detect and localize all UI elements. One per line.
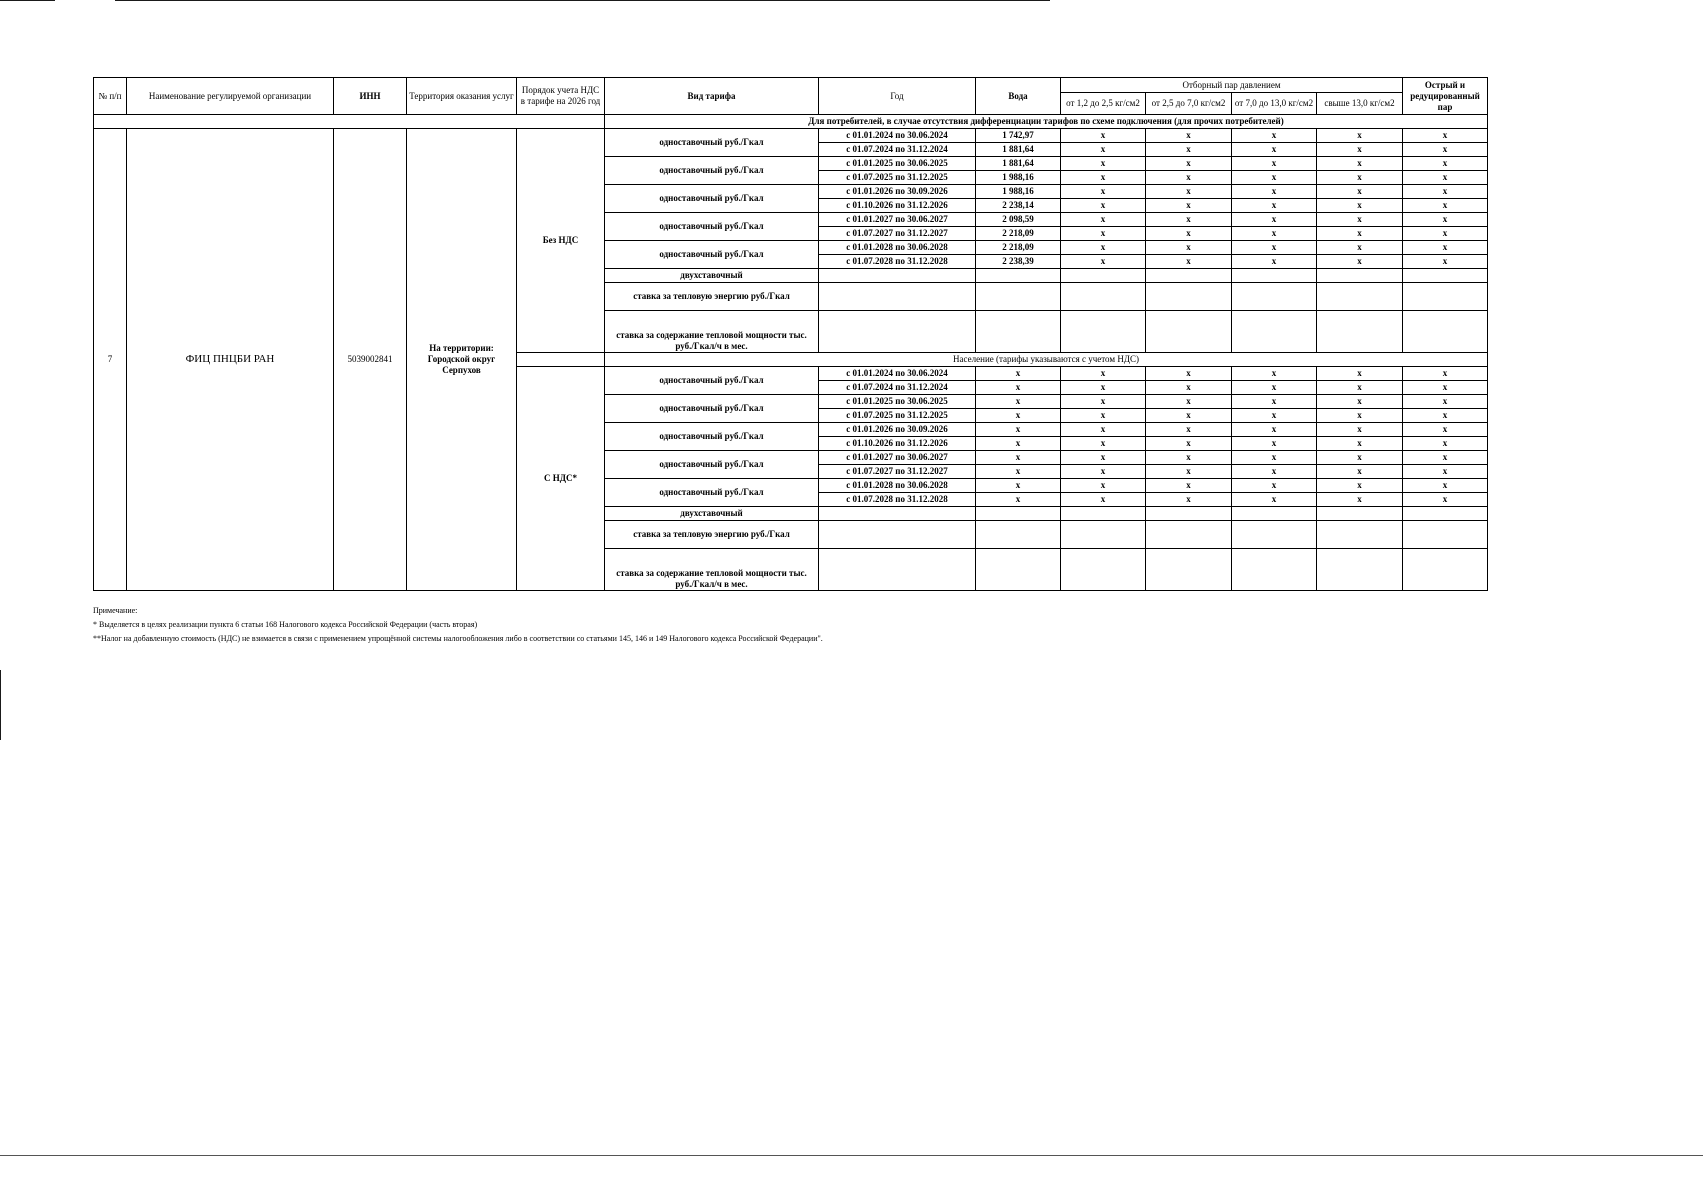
- steam-value: x: [1403, 437, 1488, 451]
- steam-value: x: [1232, 493, 1317, 507]
- water-value: 1 881,64: [976, 143, 1061, 157]
- header-water: Вода: [976, 78, 1061, 115]
- water-value: 2 238,14: [976, 199, 1061, 213]
- header-num: № п/п: [94, 78, 127, 115]
- steam-value: x: [1061, 409, 1146, 423]
- vat-label: Без НДС: [517, 129, 605, 353]
- steam-value: x: [1403, 241, 1488, 255]
- tariff-type: одноставочный руб./Гкал: [605, 479, 819, 507]
- steam-value: x: [1317, 409, 1403, 423]
- steam-value: x: [1146, 143, 1232, 157]
- heat-rate-label: ставка за тепловую энергию руб./Гкал: [605, 521, 819, 549]
- steam-value: x: [1061, 213, 1146, 227]
- steam-value: x: [1232, 465, 1317, 479]
- header-steam-2: от 2,5 до 7,0 кг/см2: [1146, 93, 1232, 115]
- steam-value: x: [1146, 465, 1232, 479]
- water-value: x: [976, 437, 1061, 451]
- steam-value: x: [1403, 493, 1488, 507]
- steam-value: x: [1232, 367, 1317, 381]
- steam-value: x: [1232, 255, 1317, 269]
- empty-cell: [976, 521, 1061, 549]
- steam-value: x: [1061, 493, 1146, 507]
- steam-value: x: [1061, 255, 1146, 269]
- org-name: ФИЦ ПНЦБИ РАН: [127, 129, 334, 591]
- empty-cell: [1061, 507, 1146, 521]
- steam-value: x: [1232, 227, 1317, 241]
- period: с 01.01.2025 по 30.06.2025: [819, 395, 976, 409]
- header-year: Год: [819, 78, 976, 115]
- steam-value: x: [1403, 395, 1488, 409]
- empty-cell: [1146, 507, 1232, 521]
- steam-value: x: [1317, 395, 1403, 409]
- two-part-label: двухставочный: [605, 269, 819, 283]
- steam-value: x: [1317, 423, 1403, 437]
- steam-value: x: [1317, 437, 1403, 451]
- steam-value: x: [1061, 185, 1146, 199]
- steam-value: x: [1146, 493, 1232, 507]
- header-vat: Порядок учета НДС в тарифе на 2026 год: [517, 78, 605, 115]
- tariff-type: одноставочный руб./Гкал: [605, 451, 819, 479]
- steam-value: x: [1146, 227, 1232, 241]
- steam-value: x: [1232, 129, 1317, 143]
- steam-value: x: [1232, 423, 1317, 437]
- steam-value: x: [1317, 129, 1403, 143]
- water-value: 1 988,16: [976, 185, 1061, 199]
- steam-value: x: [1403, 185, 1488, 199]
- steam-value: x: [1403, 129, 1488, 143]
- steam-value: x: [1317, 493, 1403, 507]
- steam-value: x: [1146, 157, 1232, 171]
- steam-value: x: [1146, 437, 1232, 451]
- empty-cell: [1232, 549, 1317, 591]
- water-value: x: [976, 381, 1061, 395]
- scan-artifact-bottom-rule: [0, 1155, 1703, 1156]
- steam-value: x: [1403, 451, 1488, 465]
- tariff-type: одноставочный руб./Гкал: [605, 395, 819, 423]
- steam-value: x: [1061, 199, 1146, 213]
- period: с 01.01.2026 по 30.09.2026: [819, 185, 976, 199]
- water-value: 2 218,09: [976, 241, 1061, 255]
- empty-cell: [1317, 283, 1403, 311]
- steam-value: x: [1146, 423, 1232, 437]
- steam-value: x: [1403, 465, 1488, 479]
- empty-cell: [1146, 521, 1232, 549]
- empty-cell: [1061, 283, 1146, 311]
- water-value: 1 988,16: [976, 171, 1061, 185]
- water-value: x: [976, 395, 1061, 409]
- steam-value: x: [1317, 199, 1403, 213]
- steam-value: x: [1061, 479, 1146, 493]
- steam-value: x: [1232, 185, 1317, 199]
- period: с 01.01.2028 по 30.06.2028: [819, 241, 976, 255]
- tariff-type: одноставочный руб./Гкал: [605, 185, 819, 213]
- note-line: **Налог на добавленную стоимость (НДС) не взимается в связи с применением упрощённой системы налогообложения либо в соответствии со статьями 145, 146 и 149 Налогового кодекса Российской Федерации".: [93, 634, 823, 643]
- period: с 01.07.2027 по 31.12.2027: [819, 465, 976, 479]
- steam-value: x: [1317, 255, 1403, 269]
- org-territory: На территории: Городской округ Серпухов: [407, 129, 517, 591]
- empty-cell: [1232, 521, 1317, 549]
- steam-value: x: [1061, 381, 1146, 395]
- empty-cell: [976, 311, 1061, 353]
- steam-value: x: [1061, 227, 1146, 241]
- period: с 01.07.2027 по 31.12.2027: [819, 227, 976, 241]
- steam-value: x: [1317, 143, 1403, 157]
- steam-value: x: [1317, 451, 1403, 465]
- header-territory: Территория оказания услуг: [407, 78, 517, 115]
- water-value: x: [976, 367, 1061, 381]
- steam-value: x: [1317, 213, 1403, 227]
- steam-value: x: [1403, 143, 1488, 157]
- empty-cell: [1061, 311, 1146, 353]
- water-value: x: [976, 465, 1061, 479]
- empty-cell: [819, 269, 976, 283]
- steam-value: x: [1146, 395, 1232, 409]
- empty-cell: [1061, 549, 1146, 591]
- steam-value: x: [1146, 409, 1232, 423]
- steam-value: x: [1061, 423, 1146, 437]
- steam-value: x: [1403, 213, 1488, 227]
- tariff-table: [93, 77, 1488, 591]
- steam-value: x: [1403, 199, 1488, 213]
- empty-cell: [1403, 521, 1488, 549]
- steam-value: x: [1146, 241, 1232, 255]
- section-row: [94, 115, 1488, 129]
- note-line: Примечание:: [93, 606, 138, 615]
- period: с 01.07.2028 по 31.12.2028: [819, 255, 976, 269]
- header-steam-1: от 1,2 до 2,5 кг/см2: [1061, 93, 1146, 115]
- steam-value: x: [1061, 241, 1146, 255]
- steam-value: x: [1232, 451, 1317, 465]
- tariff-type: одноставочный руб./Гкал: [605, 367, 819, 395]
- steam-value: x: [1232, 143, 1317, 157]
- empty-cell: [1317, 521, 1403, 549]
- empty-cell: [1232, 311, 1317, 353]
- period: с 01.01.2028 по 30.06.2028: [819, 479, 976, 493]
- tariff-type: одноставочный руб./Гкал: [605, 241, 819, 269]
- section-spacer: [94, 115, 605, 129]
- steam-value: x: [1232, 395, 1317, 409]
- table-row: [94, 129, 1488, 143]
- steam-value: x: [1146, 199, 1232, 213]
- water-value: x: [976, 451, 1061, 465]
- water-value: 2 098,59: [976, 213, 1061, 227]
- header-steam-group: Отборный пар давлением: [1061, 78, 1403, 93]
- empty-cell: [1317, 507, 1403, 521]
- steam-value: x: [1061, 143, 1146, 157]
- steam-value: x: [1232, 199, 1317, 213]
- header-sharp-steam: Острый и редуцированный пар: [1403, 78, 1488, 115]
- period: с 01.01.2025 по 30.06.2025: [819, 157, 976, 171]
- steam-value: x: [1403, 381, 1488, 395]
- empty-cell: [1403, 507, 1488, 521]
- steam-value: x: [1061, 451, 1146, 465]
- period: с 01.01.2027 по 30.06.2027: [819, 451, 976, 465]
- steam-value: x: [1232, 241, 1317, 255]
- water-value: 1 881,64: [976, 157, 1061, 171]
- empty-cell: [819, 283, 976, 311]
- header-steam-4: свыше 13,0 кг/см2: [1317, 93, 1403, 115]
- steam-value: x: [1146, 213, 1232, 227]
- empty-cell: [1317, 269, 1403, 283]
- table-body: [94, 115, 1488, 591]
- empty-cell: [1403, 311, 1488, 353]
- header-tariff-type: Вид тарифа: [605, 78, 819, 115]
- empty-cell: [1232, 269, 1317, 283]
- steam-value: x: [1146, 381, 1232, 395]
- period: с 01.01.2024 по 30.06.2024: [819, 367, 976, 381]
- header-inn: ИНН: [334, 78, 407, 115]
- water-value: x: [976, 409, 1061, 423]
- period: с 01.10.2026 по 31.12.2026: [819, 437, 976, 451]
- steam-value: x: [1146, 129, 1232, 143]
- period: с 01.01.2026 по 30.09.2026: [819, 423, 976, 437]
- steam-value: x: [1232, 171, 1317, 185]
- empty-cell: [1146, 311, 1232, 353]
- steam-value: x: [1232, 381, 1317, 395]
- steam-value: x: [1232, 157, 1317, 171]
- steam-value: x: [1232, 409, 1317, 423]
- water-value: x: [976, 493, 1061, 507]
- header-org: Наименование регулируемой организации: [127, 78, 334, 115]
- heat-rate-label: ставка за тепловую энергию руб./Гкал: [605, 283, 819, 311]
- scan-artifact-left-edge: [0, 670, 1, 740]
- water-value: 2 218,09: [976, 227, 1061, 241]
- steam-value: x: [1403, 157, 1488, 171]
- period: с 01.07.2024 по 31.12.2024: [819, 143, 976, 157]
- steam-value: x: [1146, 185, 1232, 199]
- empty-cell: [1232, 283, 1317, 311]
- steam-value: x: [1061, 367, 1146, 381]
- steam-value: x: [1232, 213, 1317, 227]
- two-part-label: двухставочный: [605, 507, 819, 521]
- scan-artifact-top-rule: [115, 0, 1050, 1]
- water-value: x: [976, 423, 1061, 437]
- steam-value: x: [1061, 157, 1146, 171]
- steam-value: x: [1146, 451, 1232, 465]
- period: с 01.10.2026 по 31.12.2026: [819, 199, 976, 213]
- steam-value: x: [1317, 171, 1403, 185]
- steam-value: x: [1403, 409, 1488, 423]
- steam-value: x: [1061, 129, 1146, 143]
- empty-cell: [1146, 283, 1232, 311]
- steam-value: x: [1061, 171, 1146, 185]
- steam-value: x: [1061, 395, 1146, 409]
- empty-cell: [819, 311, 976, 353]
- steam-value: x: [1403, 367, 1488, 381]
- steam-value: x: [1061, 437, 1146, 451]
- tariff-type: одноставочный руб./Гкал: [605, 157, 819, 185]
- empty-cell: [1403, 549, 1488, 591]
- steam-value: x: [1403, 255, 1488, 269]
- org-inn: 5039002841: [334, 129, 407, 591]
- vat-label: С НДС*: [517, 367, 605, 591]
- section-other-title: Для потребителей, в случае отсутствия дифференциации тарифов по схеме подключения (для прочих потребителей): [605, 115, 1488, 129]
- section-vat-spacer: [517, 353, 605, 367]
- steam-value: x: [1317, 367, 1403, 381]
- steam-value: x: [1061, 465, 1146, 479]
- capacity-rate-label: ставка за содержание тепловой мощности тыс. руб./Гкал/ч в мес.: [605, 311, 819, 353]
- steam-value: x: [1317, 381, 1403, 395]
- steam-value: x: [1317, 227, 1403, 241]
- empty-cell: [1403, 283, 1488, 311]
- steam-value: x: [1232, 479, 1317, 493]
- capacity-rate-label: ставка за содержание тепловой мощности тыс. руб./Гкал/ч в мес.: [605, 549, 819, 591]
- steam-value: x: [1146, 255, 1232, 269]
- period: с 01.01.2027 по 30.06.2027: [819, 213, 976, 227]
- steam-value: x: [1317, 479, 1403, 493]
- water-value: 1 742,97: [976, 129, 1061, 143]
- steam-value: x: [1317, 157, 1403, 171]
- empty-cell: [976, 549, 1061, 591]
- period: с 01.07.2024 по 31.12.2024: [819, 381, 976, 395]
- empty-cell: [819, 507, 976, 521]
- steam-value: x: [1146, 171, 1232, 185]
- period: с 01.01.2024 по 30.06.2024: [819, 129, 976, 143]
- header-steam-3: от 7,0 до 13,0 кг/см2: [1232, 93, 1317, 115]
- empty-cell: [976, 269, 1061, 283]
- empty-cell: [976, 507, 1061, 521]
- steam-value: x: [1403, 423, 1488, 437]
- empty-cell: [1146, 549, 1232, 591]
- period: с 01.07.2025 по 31.12.2025: [819, 409, 976, 423]
- section-population-title: Население (тарифы указываются с учетом НДС): [605, 353, 1488, 367]
- empty-cell: [976, 283, 1061, 311]
- note-line: * Выделяется в целях реализации пункта 6 статьи 168 Налогового кодекса Российской Федерации (часть вторая): [93, 620, 478, 629]
- steam-value: x: [1403, 479, 1488, 493]
- steam-value: x: [1317, 465, 1403, 479]
- tariff-type: одноставочный руб./Гкал: [605, 129, 819, 157]
- empty-cell: [1146, 269, 1232, 283]
- water-value: x: [976, 479, 1061, 493]
- empty-cell: [1403, 269, 1488, 283]
- scan-artifact-top-left: [0, 0, 55, 1]
- steam-value: x: [1317, 185, 1403, 199]
- empty-cell: [819, 521, 976, 549]
- empty-cell: [1061, 521, 1146, 549]
- steam-value: x: [1403, 227, 1488, 241]
- tariff-type: одноставочный руб./Гкал: [605, 423, 819, 451]
- org-num: 7: [94, 129, 127, 591]
- period: с 01.07.2028 по 31.12.2028: [819, 493, 976, 507]
- water-value: 2 238,39: [976, 255, 1061, 269]
- empty-cell: [1061, 269, 1146, 283]
- empty-cell: [1232, 507, 1317, 521]
- tariff-type: одноставочный руб./Гкал: [605, 213, 819, 241]
- period: с 01.07.2025 по 31.12.2025: [819, 171, 976, 185]
- empty-cell: [1317, 549, 1403, 591]
- steam-value: x: [1146, 479, 1232, 493]
- empty-cell: [1317, 311, 1403, 353]
- steam-value: x: [1146, 367, 1232, 381]
- steam-value: x: [1232, 437, 1317, 451]
- steam-value: x: [1403, 171, 1488, 185]
- empty-cell: [819, 549, 976, 591]
- steam-value: x: [1317, 241, 1403, 255]
